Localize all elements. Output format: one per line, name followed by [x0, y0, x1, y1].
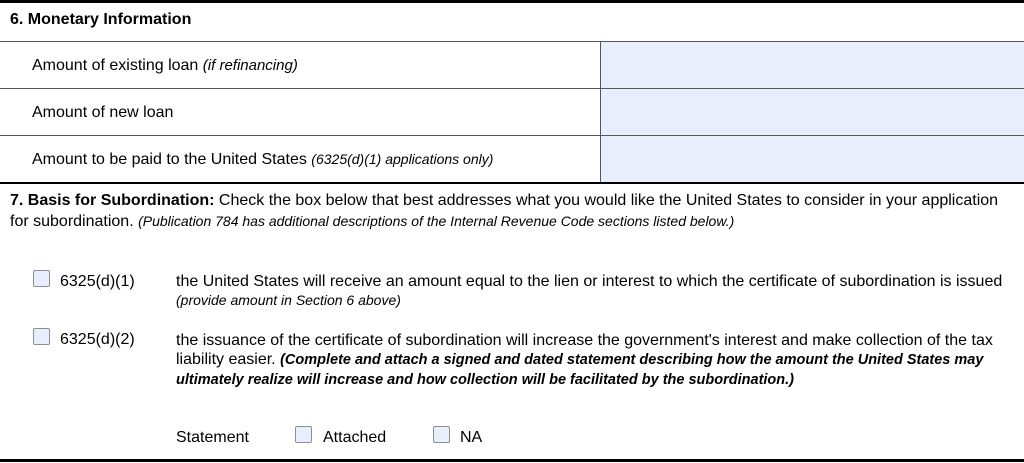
option-6325d2-text: the issuance of the certificate of subordination will increase the government's interest and make collection of the tax liability easier. — [176, 332, 993, 368]
column-divider — [600, 41, 601, 182]
option-6325d1-checkbox[interactable] — [33, 270, 50, 287]
top-rule — [0, 0, 1024, 3]
statement-attached-checkbox[interactable] — [295, 426, 312, 443]
option-6325d2-checkbox[interactable] — [33, 328, 50, 345]
option-6325d2-code: 6325(d)(2) — [60, 331, 135, 348]
existing-loan-label — [32, 57, 298, 75]
statement-label: Statement — [176, 429, 249, 446]
option-6325d2-note: (Complete and attach a signed and dated statement describing how the amount the United States may ultimately realize will increase and how collection will be facilitated by the subordination.) — [176, 352, 984, 388]
section-7-header — [10, 190, 1015, 232]
statement-attached-label: Attached — [323, 429, 387, 446]
existing-loan-amount-field[interactable] — [601, 42, 1024, 88]
option-6325d1-code: 6325(d)(1) — [60, 273, 135, 290]
option-6325d1-note: (provide amount in Section 6 above) — [176, 292, 401, 308]
statement-na-checkbox[interactable] — [433, 426, 450, 443]
statement-na-label: NA — [460, 429, 483, 446]
option-6325d2-description — [176, 331, 1021, 390]
amount-to-us-label — [32, 151, 493, 169]
section-7-rule — [0, 182, 1024, 184]
amount-to-us-label-text: Amount to be paid to the United States — [32, 151, 307, 168]
new-loan-label — [32, 104, 173, 122]
section-6-title: 6. Monetary Information — [10, 11, 192, 28]
new-loan-amount-field[interactable] — [601, 89, 1024, 135]
section-7-title: 7. Basis for Subordination: — [10, 192, 215, 209]
option-6325d1-description — [176, 272, 1021, 310]
amount-to-us-field[interactable] — [601, 136, 1024, 182]
existing-loan-label-text: Amount of existing loan — [32, 57, 199, 74]
bottom-rule — [0, 459, 1024, 462]
amount-to-us-note: (6325(d)(1) applications only) — [311, 151, 494, 167]
section-7-instruction: Check the box below that best addresses what you would like the United States to consider in your application for subordination. — [10, 192, 999, 230]
existing-loan-note: (if refinancing) — [202, 57, 298, 74]
option-6325d1-text: the United States will receive an amount equal to the lien or interest to which the certificate of subordination is issued — [176, 273, 1003, 290]
section-7-note: (Publication 784 has additional descriptions of the Internal Revenue Code sections listed below.) — [138, 213, 735, 229]
new-loan-label-text: Amount of new loan — [32, 104, 174, 121]
